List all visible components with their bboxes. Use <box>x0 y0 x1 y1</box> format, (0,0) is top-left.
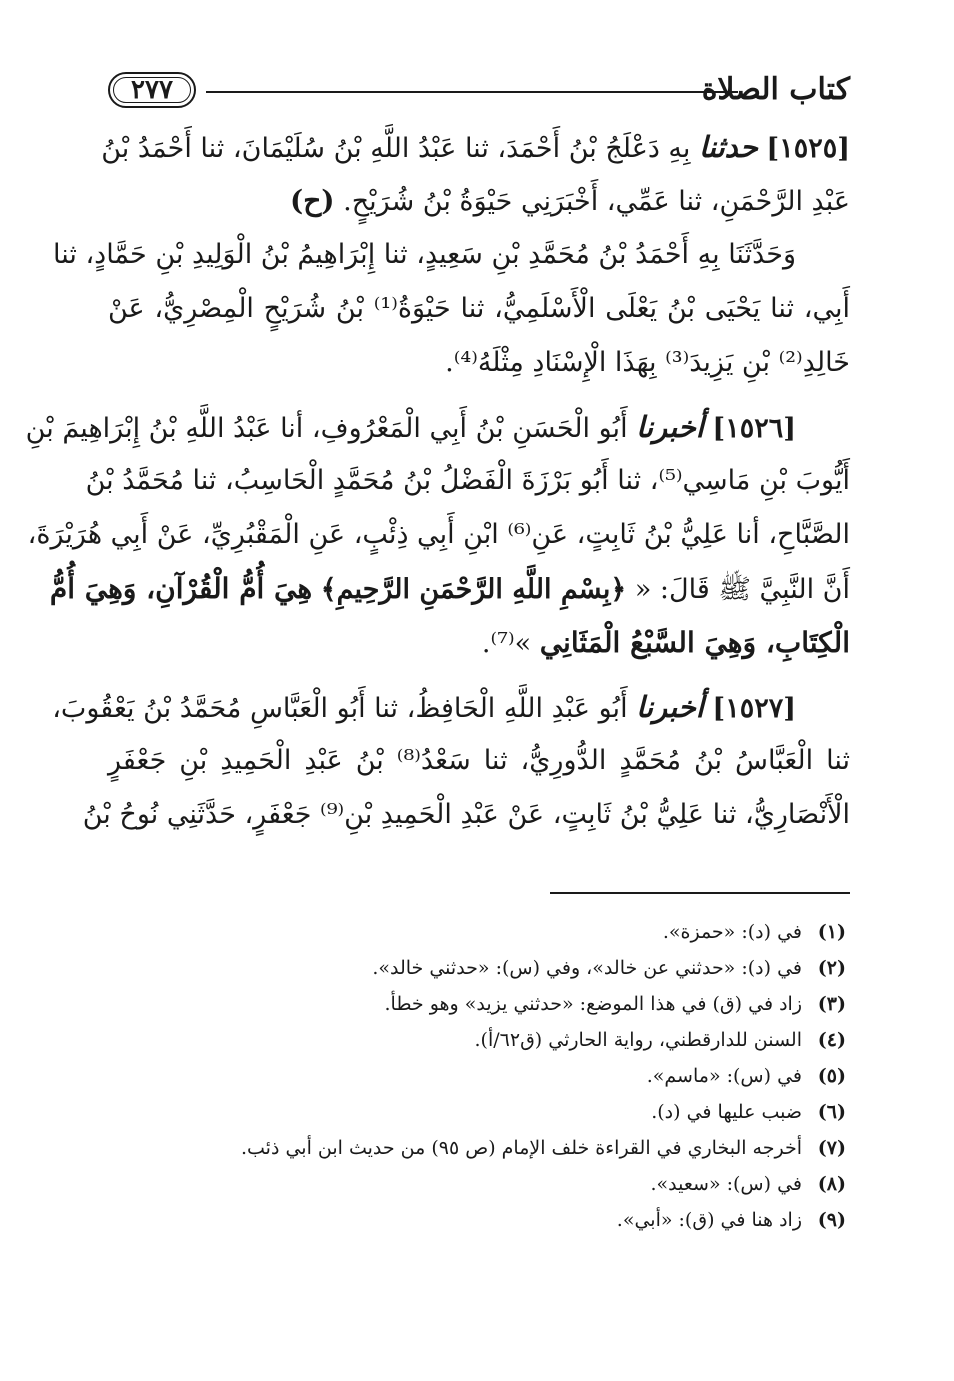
quran-verse: ﴿بِسْمِ اللَّهِ الرَّحْمَنِ الرَّحِيمِ﴾ <box>320 574 627 605</box>
narration-keyword: حدثنا <box>699 130 758 164</box>
footnote-number: (٢) <box>817 957 846 979</box>
hadith-number: [١٥٢٥] <box>766 133 850 164</box>
footnote <box>108 950 846 986</box>
page-header <box>108 68 850 118</box>
text-line-8: الصَّبَّاحِ، أنا عَلِيُّ بْنُ ثَابِتٍ، عَنِ⁽⁶⁾ ابْنِ أَبِي ذِئْبٍ، عَنِ الْمَقْبُرِيِّ، عَنْ أَبِي هُرَيْرَةَ، <box>27 519 850 550</box>
footnote-text: أخرجه البخاري في القراءة خلف الإمام (ص ٩٥) من حديث ابن أبي ذئب. <box>240 1137 802 1159</box>
text-line-4: أَبِي، ثنا يَحْيَى بْنُ يَعْلَى الْأَسْلَمِيُّ، ثنا حَيْوَةُ⁽¹⁾ بْنُ شُرَيْحٍ الْمِصْرِيُّ، عَنْ <box>108 293 850 324</box>
line-text: أَبُو عَبْدِ اللَّهِ الْحَافِظُ، ثنا أَبُو الْعَبَّاسِ مُحَمَّدُ بْنُ يَعْقُوبَ، <box>52 693 628 724</box>
footnote <box>108 1022 846 1058</box>
footnote-text: في (د): «حدثني عن خالد»، وفي (س): «حدثني خالد». <box>372 957 802 979</box>
footnote <box>108 986 846 1022</box>
footnote-separator <box>550 892 850 894</box>
footnote <box>108 1130 846 1166</box>
footnote-number: (٤) <box>817 1029 846 1051</box>
hadith-number: [١٥٢٦] <box>712 413 796 444</box>
narration-keyword: أخبرنا <box>636 690 704 724</box>
footnote-text: زاد هنا في (ق): «أبي». <box>616 1209 802 1231</box>
footnote-number: (١) <box>817 921 846 943</box>
footnote-text: السنن للدارقطني، رواية الحارثي (ق٦٢/أ). <box>474 1029 802 1051</box>
text-line-6 <box>25 400 850 454</box>
footnote-number: (٩) <box>817 1209 846 1231</box>
footnote-text: في (س): «سعيد». <box>650 1173 802 1195</box>
line-text: أَنَّ النَّبِيَّ ﷺ قَالَ: « <box>634 574 850 605</box>
line-text: عَبْدِ الرَّحْمَنِ، ثنا عَمِّي، أَخْبَرَنِي حَيْوَةُ بْنُ شُرَيْحٍ. <box>343 186 850 217</box>
text-line-3: وَحَدَّثَنَا بِهِ أَحْمَدُ بْنُ مُحَمَّدِ بْنِ سَعِيدٍ، ثنا إِبْرَاهِيمُ بْنُ الْوَلِيدِ بْنِ حَمَّادٍ، ثنا <box>53 239 796 270</box>
footnote-number: (٣) <box>817 993 846 1015</box>
footnote-text: في (س): «ماسم». <box>646 1065 802 1087</box>
footnote-text: ضبب عليها في (د). <box>651 1101 802 1123</box>
footnote-text: زاد في (ق) في هذا الموضع: «حدثني يزيد» وهو خطأ. <box>384 993 802 1015</box>
footnote-number: (٧) <box>817 1137 846 1159</box>
book-title: كتاب الصلاة <box>701 72 850 107</box>
header-rule <box>206 91 738 93</box>
text-line-11 <box>52 680 850 734</box>
narration-keyword: أخبرنا <box>636 410 704 444</box>
hadith-number: [١٥٢٧] <box>712 693 796 724</box>
text-line-9 <box>49 562 850 616</box>
footnote <box>108 1058 846 1094</box>
footnote-number: (٨) <box>817 1173 846 1195</box>
footnotes <box>108 914 846 1238</box>
line-text: أَبُو الْحَسَنِ بْنُ أَبِي الْمَعْرُوفِ، أنا عَبْدُ اللَّهِ بْنُ إِبْرَاهِيمَ بْنِ <box>25 413 628 444</box>
footnote-number: (٦) <box>817 1101 846 1123</box>
text-line-2 <box>108 174 850 228</box>
main-text <box>25 120 850 842</box>
footnote <box>108 1094 846 1130</box>
page-number: ٢٧٧ <box>108 72 196 108</box>
tahwil-symbol: (ح) <box>289 184 335 217</box>
footnote <box>108 1166 846 1202</box>
text-line-10 <box>108 616 850 670</box>
hadith-text: هِيَ أُمُّ الْقُرْآنِ، وَهِيَ أُمُّ <box>49 572 313 605</box>
text-line-5: خَالِدِ⁽²⁾ بْنِ يَزِيدَ⁽³⁾ بِهَذَا الْإِسْنَادِ مِثْلَهُ⁽⁴⁾. <box>445 347 850 378</box>
text-line-7: أَيُّوبَ بْنِ مَاسِي⁽⁵⁾، ثنا أَبُو بَرْزَةَ الْفَضْلُ بْنُ مُحَمَّدٍ الْحَاسِبُ، ثنا مُحَمَّدُ بْنُ <box>85 465 850 496</box>
text-line-12: ثنا الْعَبَّاسُ بْنُ مُحَمَّدٍ الدُّورِيُّ، ثنا سَعْدُ⁽⁸⁾ بْنُ عَبْدِ الْحَمِيدِ بْنِ جَعْفَرٍ <box>108 745 850 776</box>
line-text: بِهِ دَعْلَجُ بْنُ أَحْمَدَ، ثنا عَبْدُ اللَّهِ بْنُ سُلَيْمَانَ، ثنا أَحْمَدُ بْنُ <box>101 133 691 164</box>
line-text: »⁽⁷⁾. <box>481 628 532 659</box>
hadith-text: الْكِتَابِ، وَهِيَ السَّبْعُ الْمَثَانِي <box>539 626 850 659</box>
footnote-number: (٥) <box>817 1065 846 1087</box>
footnote-text: في (د): «حمزة». <box>662 921 802 943</box>
text-line-13: الْأَنْصَارِيُّ، ثنا عَلِيُّ بْنُ ثَابِتٍ، عَنْ عَبْدِ الْحَمِيدِ بْنِ⁽⁹⁾ جَعْفَرٍ، حَدَّثَنِي نُوحُ بْنُ <box>82 799 850 830</box>
text-line-1 <box>101 120 850 174</box>
footnote <box>108 1202 846 1238</box>
footnote <box>108 914 846 950</box>
